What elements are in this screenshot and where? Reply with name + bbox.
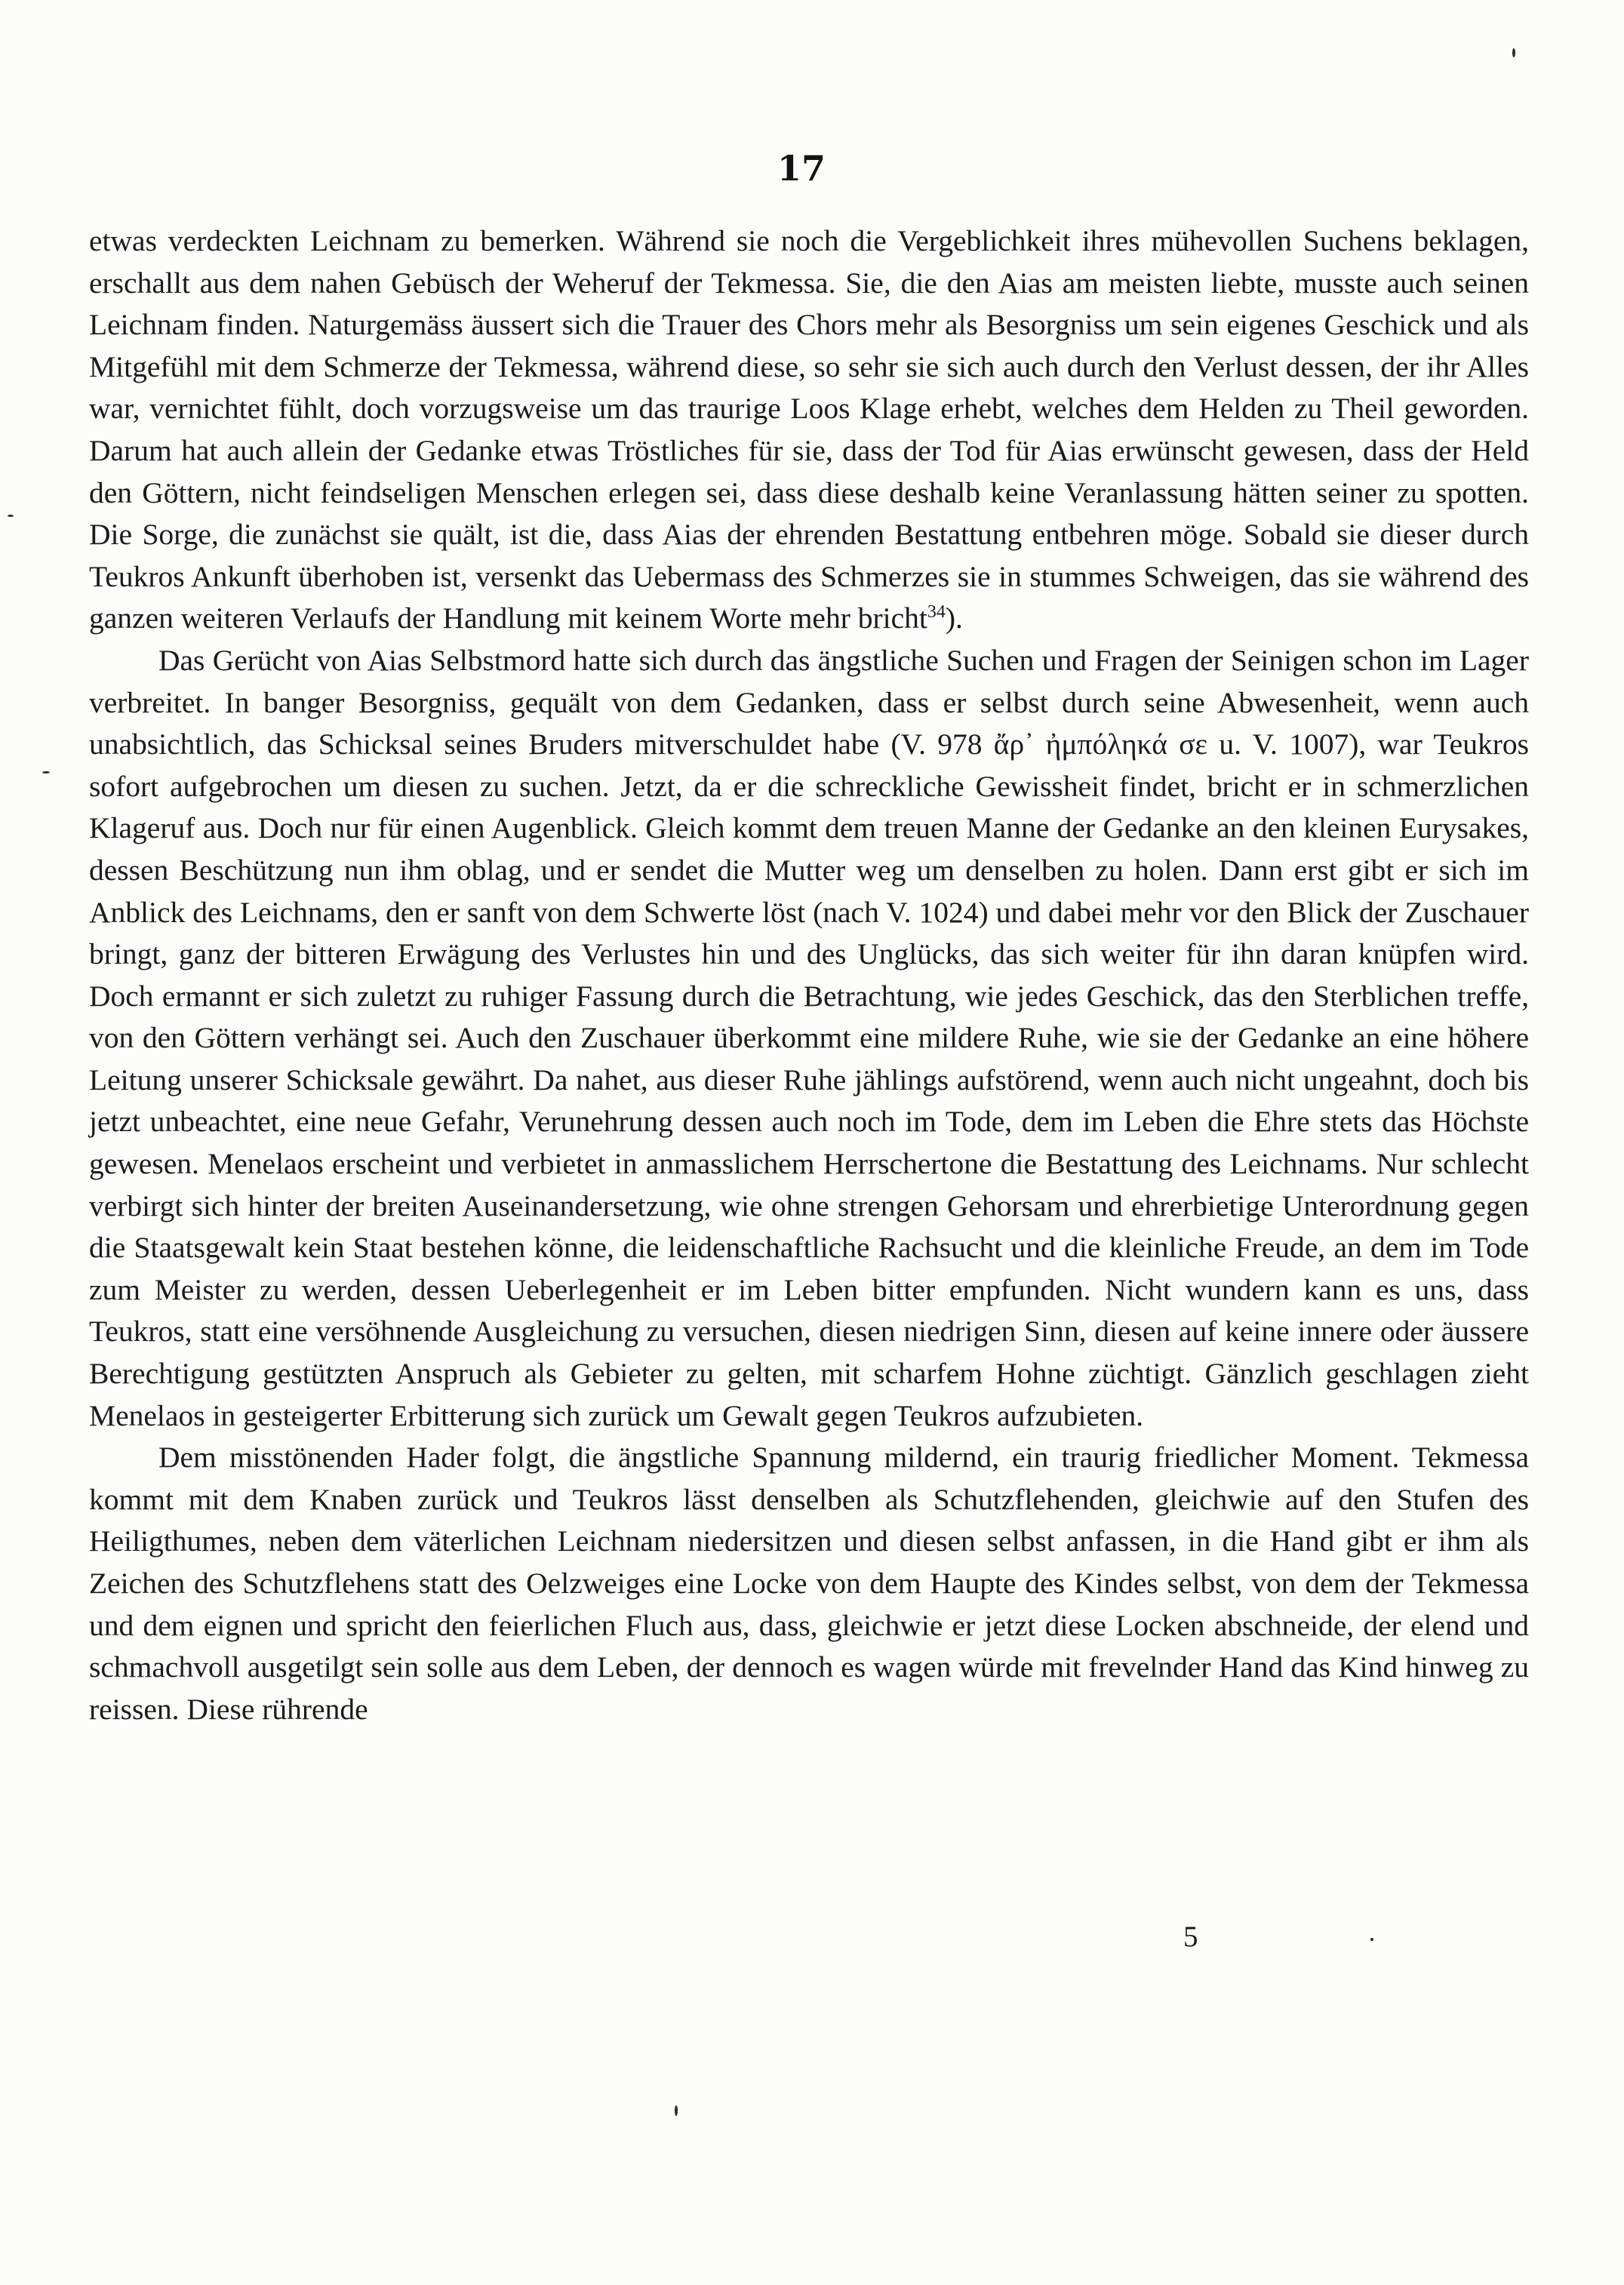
page-number: 17 bbox=[777, 148, 826, 189]
footnote-reference: 34 bbox=[927, 602, 946, 623]
paragraph-2: Das Gerücht von Aias Selbstmord hatte sich durch das ängstliche Suchen und Fragen der Seinigen schon im Lager verbreitet. In banger Besorgniss, gequält von dem Gedanken, dass er selbst durch seine Abwesenheit, wenn auch unabsichtlich, das Schicksal seines Bruders mitverschuldet habe (V. 978 ἄρ᾽ ἠμπόληκά σε u. V. 1007), war Teukros sofort aufgebrochen um diesen zu suchen. Jetzt, da er die schreckliche Gewissheit findet, bricht er in schmerzlichen Klageruf aus. Doch nur für einen Augenblick. Gleich kommt dem treuen Manne der Gedanke an den kleinen Eurysakes, dessen Beschützung nun ihm oblag, und er sendet die Mutter weg um denselben zu holen. Dann erst gibt er sich im Anblick des Leichnams, den er sanft von dem Schwerte löst (nach V. 1024) und dabei mehr vor den Blick der Zuschauer bringt, ganz der bitteren Erwägung des Verlustes hin und des Unglücks, das sich weiter für ihn daran knüpfen wird. Doch ermannt er sich zuletzt zu ruhiger Fassung durch die Betrachtung, wie jedes Geschick, das den Sterblichen treffe, von den Göttern verhängt sei. Auch den Zuschauer überkommt eine mildere Ruhe, wie sie der Gedanke an eine höhere Leitung unserer Schicksale gewährt. Da nahet, aus dieser Ruhe jählings aufstörend, wenn auch nicht ungeahnt, doch bis jetzt unbeachtet, eine neue Gefahr, Verunehrung dessen auch noch im Tode, dem im Leben die Ehre stets das Höchste gewesen. Menelaos erscheint und verbietet in anmasslichem Herrschertone die Bestattung des Leichnams. Nur schlecht verbirgt sich hinter der breiten Auseinandersetzung, wie ohne strengen Gehorsam und ehrerbietige Unterordnung gegen die Staatsgewalt kein Staat bestehen könne, die leidenschaftliche Rachsucht und die kleinliche Freude, an dem im Tode zum Meister zu werden, dessen Ueberlegenheit er im Leben bitter empfunden. Nicht wundern kann es uns, dass Teukros, statt eine versöhnende Ausgleichung zu versuchen, diesen niedrigen Sinn, diesen auf keine innere oder äussere Berechtigung gestützten Anspruch als Gebieter zu gelten, mit scharfem Hohne züchtigt. Gänzlich geschlagen zieht Menelaos in gesteigerter Erbitterung sich zurück um Gewalt gegen Teukros aufzubieten. bbox=[89, 643, 1529, 1432]
body-text bbox=[89, 220, 1529, 1730]
ink-speck bbox=[8, 515, 14, 517]
ink-speck bbox=[1370, 1938, 1373, 1941]
paragraph-1 bbox=[89, 220, 1529, 640]
paragraph-3: Dem misstönenden Hader folgt, die ängstliche Spannung mildernd, ein traurig friedlicher Moment. Tekmessa kommt mit dem Knaben zurück und Teukros lässt denselben als Schutzflehenden, gleichwie auf den Stufen des Heiligthumes, neben dem väterlichen Leichnam niedersitzen und diesen selbst anfassen, in die Hand gibt er ihm als Zeichen des Schutzflehens statt des Oelzweiges eine Locke von dem Haupte des Kindes selbst, von dem der Tekmessa und dem eignen und spricht den feierlichen Fluch aus, dass, gleichwie er jetzt diese Locken abschneide, der elend und schmachvoll ausgetilgt sein solle aus dem Leben, der dennoch es wagen würde mit frevelnder Hand das Kind hinweg zu reissen. Diese rührende bbox=[89, 1441, 1529, 1726]
paragraph-1-end: ). bbox=[945, 601, 963, 635]
signature-mark: 5 bbox=[1183, 1921, 1198, 1953]
ink-speck bbox=[42, 771, 50, 773]
ink-speck bbox=[675, 2105, 678, 2116]
paragraph-1-text: etwas verdeckten Leichnam zu bemerken. Während sie noch die Vergeblichkeit ihres mühevollen Suchens beklagen, erschallt aus dem nahen Gebüsch der Weheruf der Tekmessa. Sie, die den Aias am meisten liebte, musste auch seinen Leichnam finden. Naturgemäss äussert sich die Trauer des Chors mehr als Besorgniss um sein eigenes Geschick und als Mitgefühl mit dem Schmerze der Tekmessa, während diese, so sehr sie sich auch durch den Verlust dessen, der ihr Alles war, vernichtet fühlt, doch vorzugsweise um das traurige Loos Klage erhebt, welches dem Helden zu Theil geworden. Darum hat auch allein der Gedanke etwas Tröstliches für sie, dass der Tod für Aias erwünscht gewesen, dass der Held den Göttern, nicht feindseligen Menschen erlegen sei, dass diese deshalb keine Veranlassung hätten seiner zu spotten. Die Sorge, die zunächst sie quält, ist die, dass Aias der ehrenden Bestattung entbehren möge. Sobald sie dieser durch Teukros Ankunft überhoben ist, versenkt das Uebermass des Schmerzes sie in stummes Schweigen, das sie während des ganzen weiteren Verlaufs der Handlung mit keinem Worte mehr bricht bbox=[89, 224, 1529, 635]
ink-speck bbox=[1512, 48, 1515, 57]
